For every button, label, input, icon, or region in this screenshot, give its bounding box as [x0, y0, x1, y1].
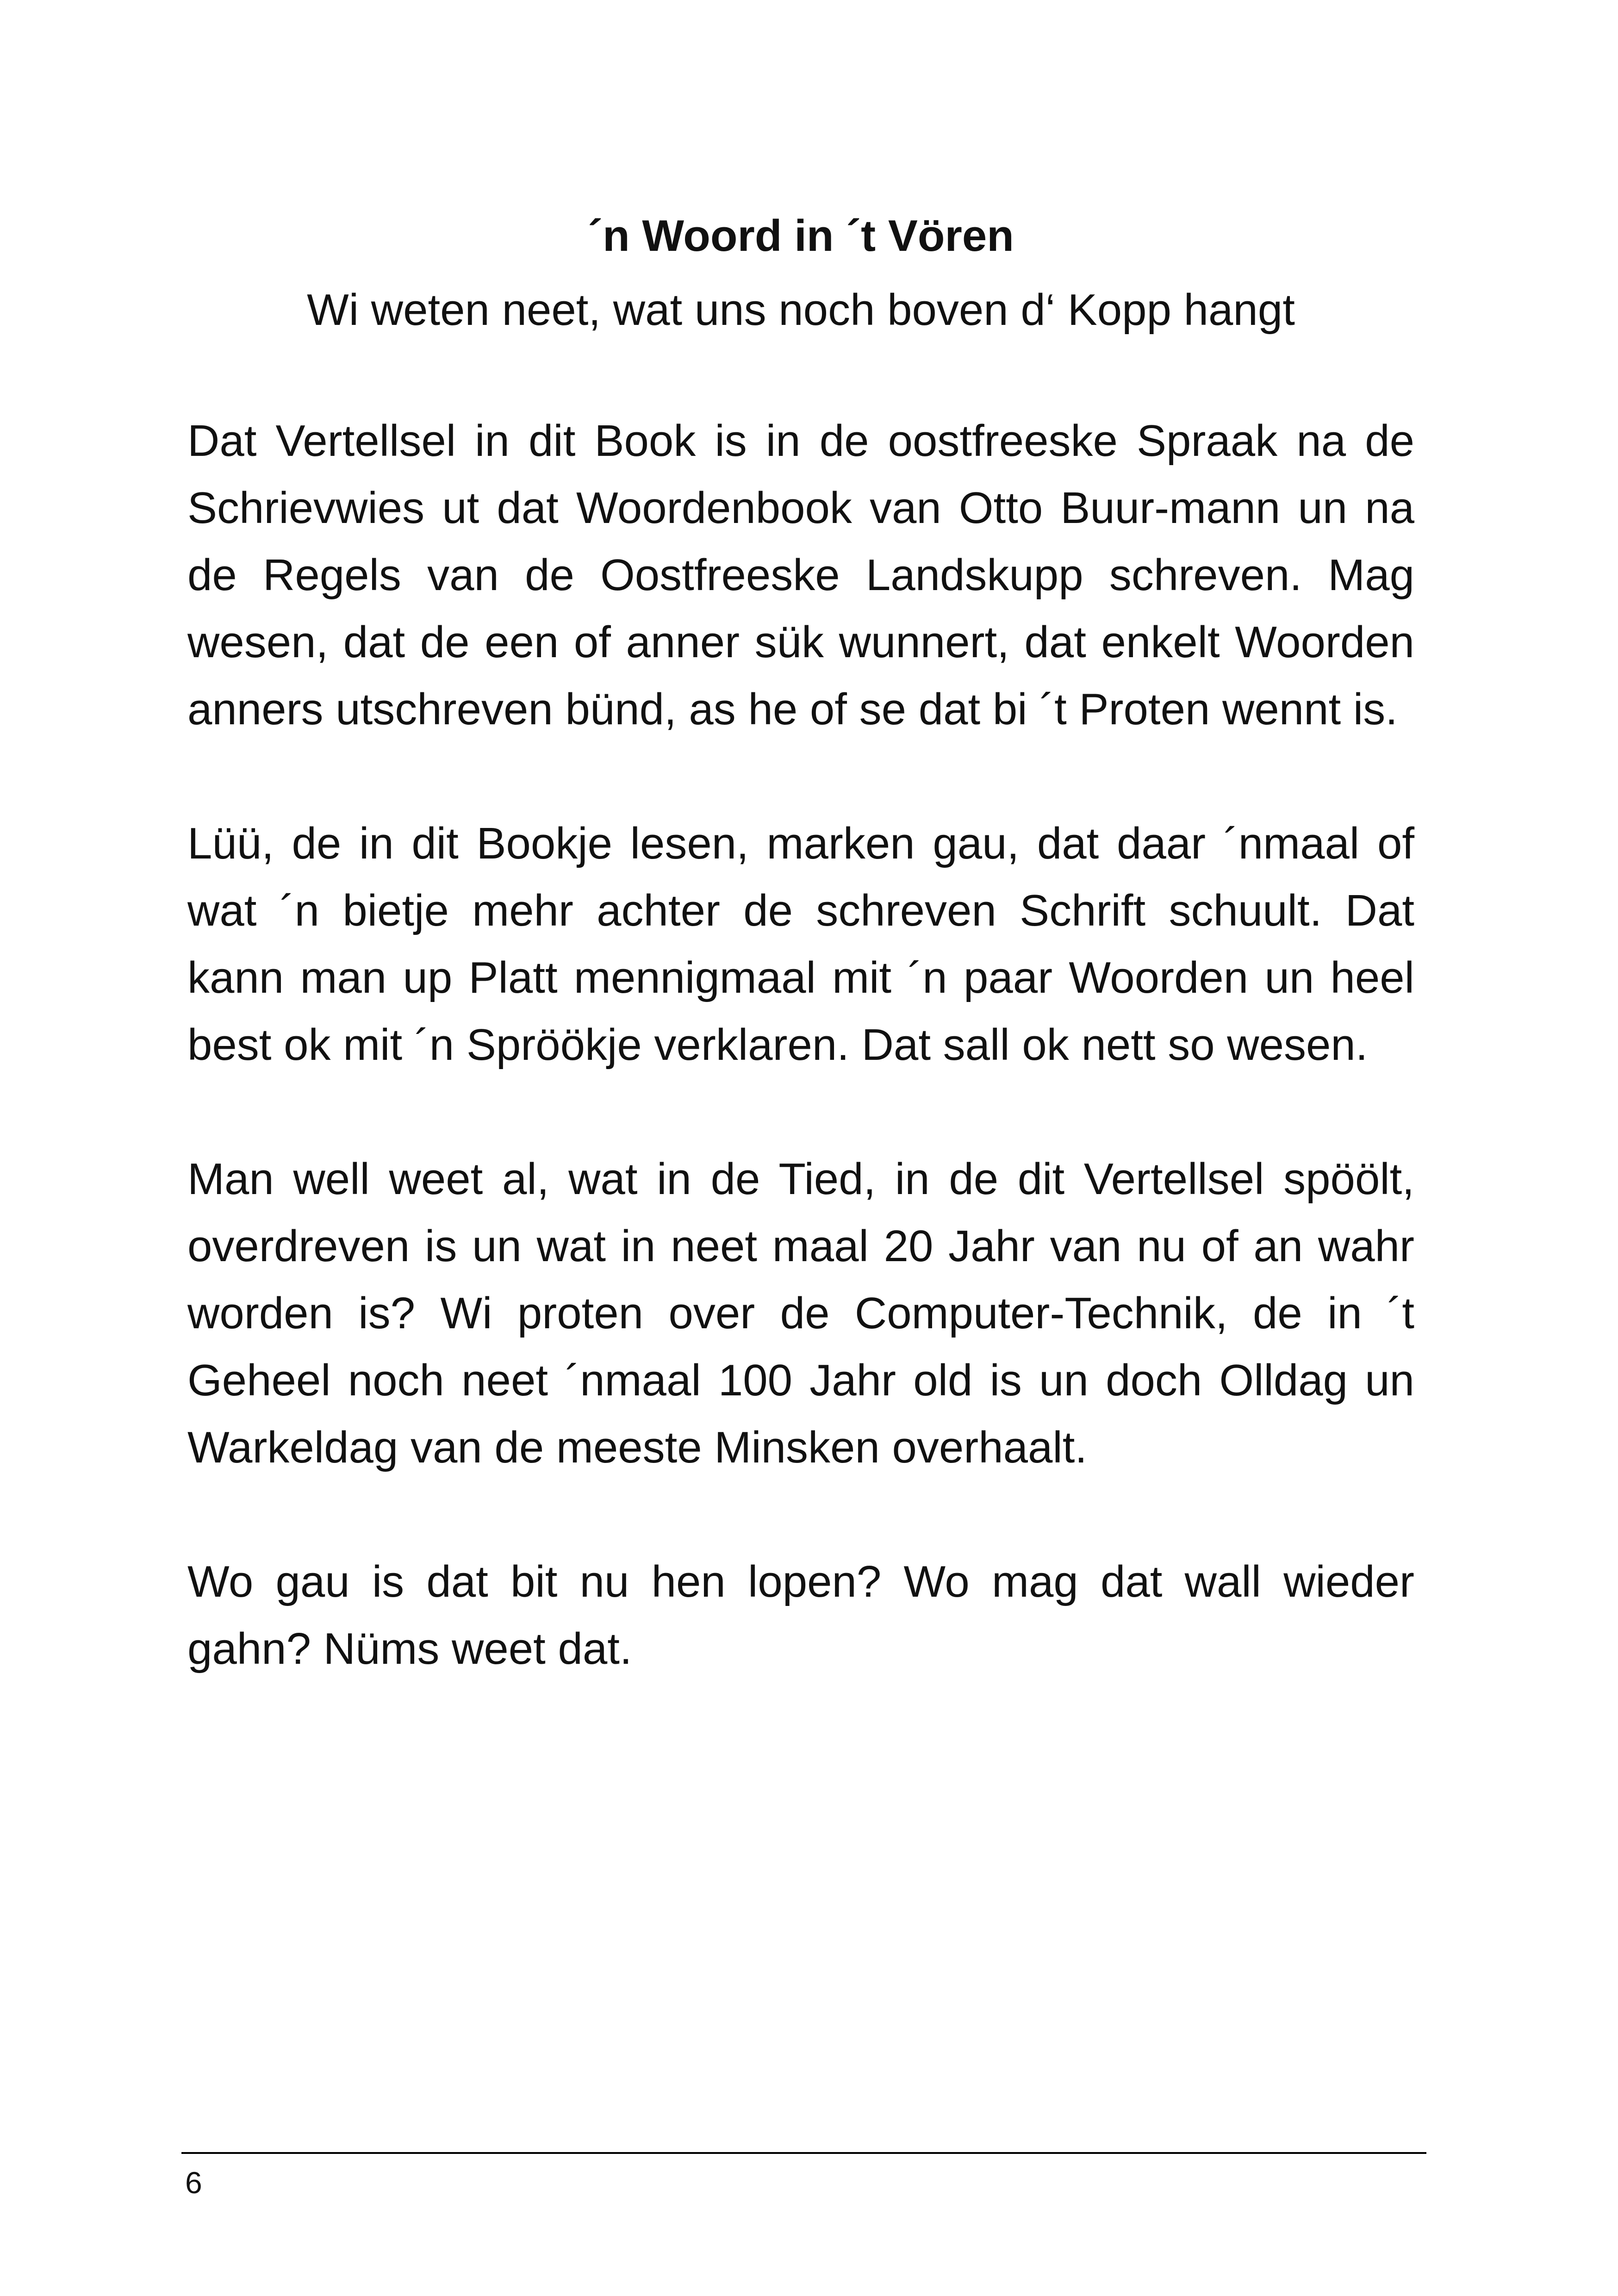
page-subtitle: Wi weten neet, wat uns noch boven d‘ Kopp hangt	[307, 285, 1295, 335]
paragraph-4: Wo gau is dat bit nu hen lopen? Wo mag dat wall wieder gahn? Nüms weet dat.	[187, 1557, 1414, 1674]
body-text	[187, 407, 1414, 1749]
page-number: 6	[185, 2165, 202, 2200]
page-title: ´n Woord in ´t Vören	[588, 211, 1014, 261]
footer-divider	[181, 2152, 1426, 2154]
paragraph-3: Man well weet al, wat in de Tied, in de dit Vertellsel spöölt, overdreven is un wat in neet maal 20 Jahr van nu of an wahr worden is? Wi proten over de Computer-Technik, de in ´t Geheel noch neet ´nmaal 100 Jahr old is un doch Olldag un Warkeldag van de meeste Minsken overhaalt.	[187, 1154, 1414, 1472]
paragraph-1: Dat Vertellsel in dit Book is in de oostfreeske Spraak na de Schrievwies ut dat Woordenbook van Otto Buur-mann un na de Regels van de Oostfreeske Landskupp schreven. Mag wesen, dat de een of anner sük wunnert, dat enkelt Woorden anners utschreven bünd, as he of se dat bi ´t Proten wennt is.	[187, 416, 1414, 734]
paragraph-2: Lüü, de in dit Bookje lesen, marken gau, dat daar ´nmaal of wat ´n bietje mehr achter de schreven Schrift schuult. Dat kann man up Platt mennigmaal mit ´n paar Woorden un heel best ok mit ´n Spröökje verklaren. Dat sall ok nett so wesen.	[187, 819, 1414, 1070]
